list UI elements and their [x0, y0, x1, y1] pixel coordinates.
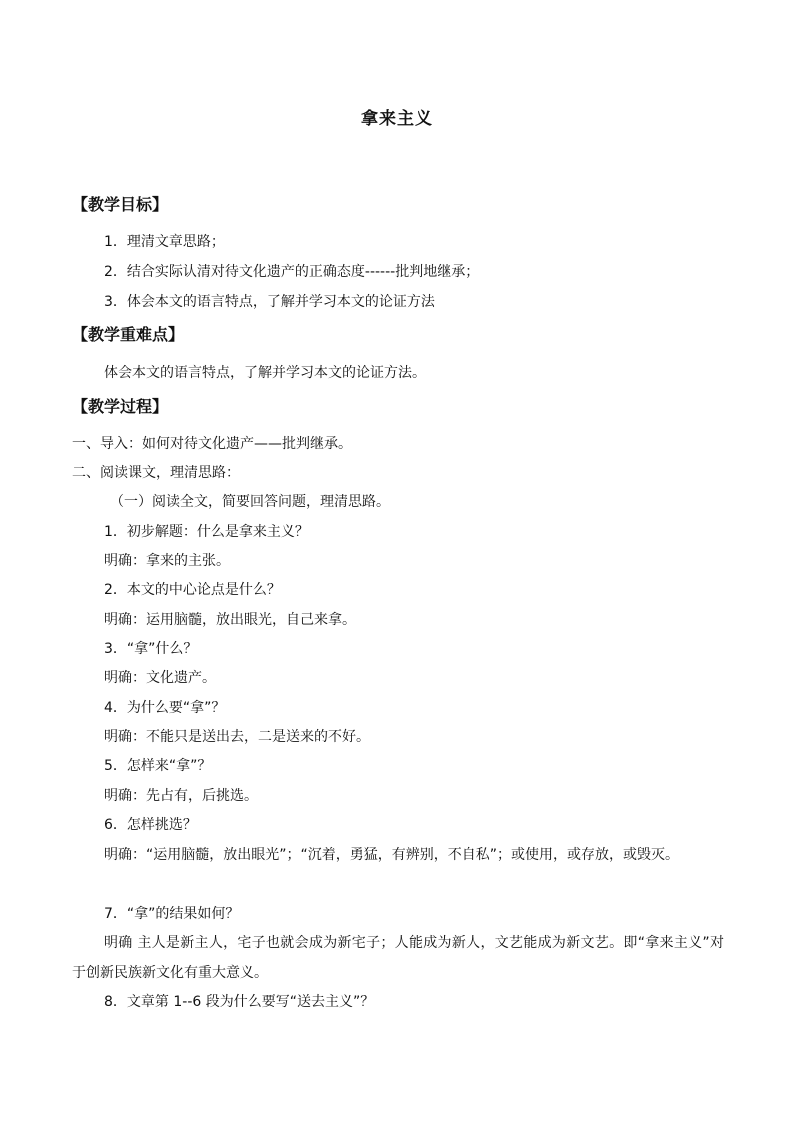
answer-5: 明确：先占有，后挑选。	[104, 788, 258, 804]
key-points-text: 体会本文的语言特点，了解并学习本文的论证方法。	[104, 365, 426, 381]
page-title: 拿来主义	[361, 109, 433, 129]
process-heading: 【教学过程】	[72, 397, 169, 416]
question-6: 6．怎样挑选？	[104, 817, 197, 833]
question-5: 5．怎样来“拿”？	[104, 758, 212, 774]
answer-6: 明确：“运用脑髓，放出眼光”；“沉着，勇猛，有辨别，不自私”；或使用，或存放，或毁灭。	[104, 847, 680, 863]
process-intro: 一、导入：如何对待文化遗产——批判继承。	[72, 436, 352, 452]
process-subheading: （一）阅读全文，简要回答问题，理清思路。	[110, 494, 390, 510]
objective-item: 2．结合实际认清对待文化遗产的正确态度------批判地继承；	[104, 264, 480, 280]
objective-item: 3．体会本文的语言特点，了解并学习本文的论证方法	[104, 294, 435, 310]
question-4: 4．为什么要“拿”？	[104, 700, 226, 716]
answer-3: 明确：文化遗产。	[104, 670, 216, 686]
objectives-heading: 【教学目标】	[72, 195, 169, 214]
answer-7: 明确 主人是新主人，宅子也就会成为新宅子；人能成为新人，文艺能成为新文艺。即“拿来主义”对于创新民族新文化有重大意义。	[72, 935, 724, 981]
answer-2: 明确：运用脑髓，放出眼光，自己来拿。	[104, 612, 356, 628]
question-3: 3．“拿”什么？	[104, 641, 198, 657]
key-points-heading: 【教学重难点】	[72, 325, 185, 344]
question-2: 2．本文的中心论点是什么？	[104, 582, 281, 598]
answer-4: 明确：不能只是送出去，二是送来的不好。	[104, 729, 370, 745]
process-read: 二、阅读课文，理清思路：	[72, 465, 240, 481]
answer-1: 明确：拿来的主张。	[104, 553, 230, 569]
question-1: 1．初步解题：什么是拿来主义？	[104, 524, 309, 540]
question-7: 7．“拿”的结果如何？	[104, 906, 240, 922]
objective-item: 1．理清文章思路；	[104, 234, 225, 250]
question-8: 8．文章第 1--6 段为什么要写“送去主义”？	[104, 994, 375, 1010]
